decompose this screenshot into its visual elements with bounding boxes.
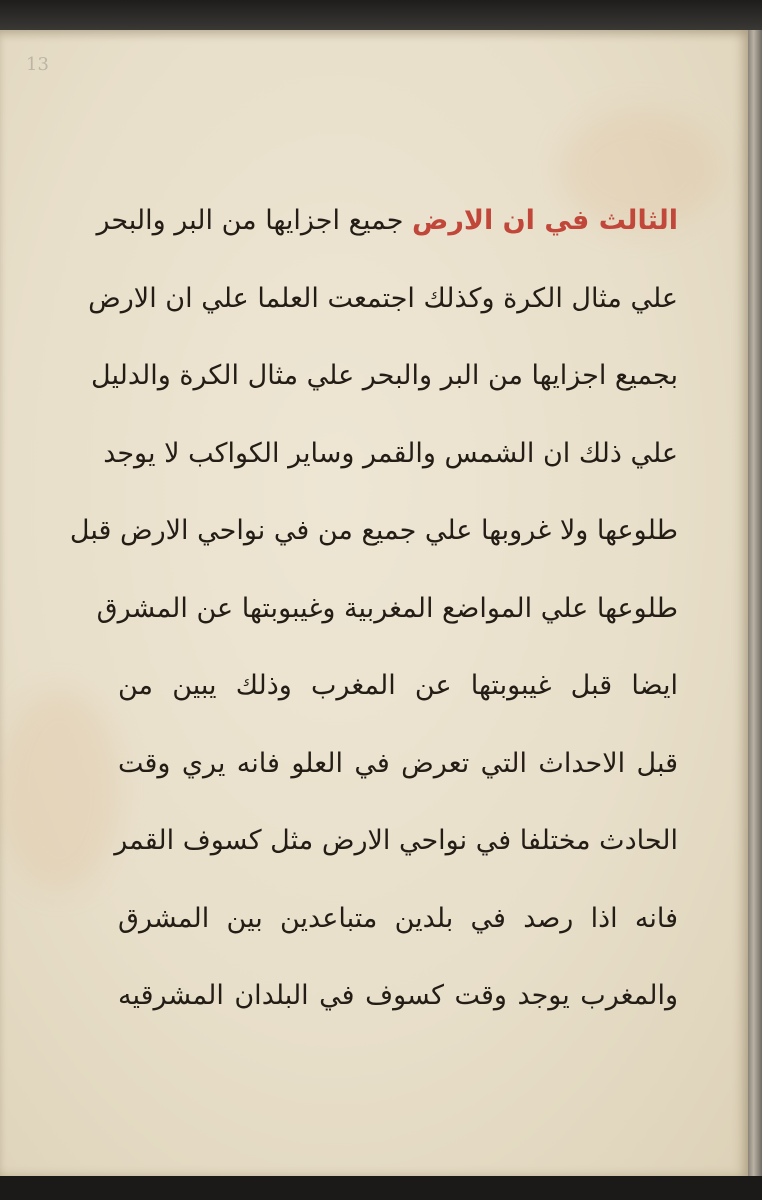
- manuscript-line: ايضا قبل غيبوبتها عن المغرب وذلك يبين من: [118, 670, 678, 701]
- manuscript-line: طلوعها علي المواضع المغربية وغيبوبتها عن المشرق: [96, 592, 678, 624]
- manuscript-line: فانه اذا رصد في بلدين متباعدين بين المشرق: [118, 902, 678, 934]
- folio-number: 13: [26, 54, 49, 75]
- rubric-heading: الثالث في ان الارض: [412, 205, 678, 236]
- line-text: جميع اجزايها من البر والبحر: [96, 205, 404, 236]
- manuscript-line: بجميع اجزايها من البر والبحر علي مثال الكرة والدليل: [91, 360, 678, 391]
- manuscript-line: علي ذلك ان الشمس والقمر وساير الكواكب لا يوجد: [103, 437, 678, 469]
- scan-bottom-edge: [0, 1176, 762, 1200]
- manuscript-line: طلوعها ولا غروبها علي جميع من في نواحي الارض قبل: [69, 515, 678, 546]
- manuscript-line: علي مثال الكرة وكذلك اجتمعت العلما علي ان الارض: [88, 282, 678, 314]
- page-edge-strip: [748, 30, 762, 1176]
- manuscript-line: والمغرب يوجد وقت كسوف في البلدان المشرقيه: [118, 980, 678, 1011]
- paper-stain: [0, 690, 120, 890]
- manuscript-line: الحادث مختلفا في نواحي الارض مثل كسوف القمر: [114, 825, 678, 856]
- scan-top-edge: [0, 0, 762, 30]
- manuscript-line: قبل الاحداث التي تعرض في العلو فانه يري وقت: [118, 747, 678, 779]
- manuscript-line-1: [96, 182, 678, 260]
- manuscript-text-block: [69, 182, 678, 1035]
